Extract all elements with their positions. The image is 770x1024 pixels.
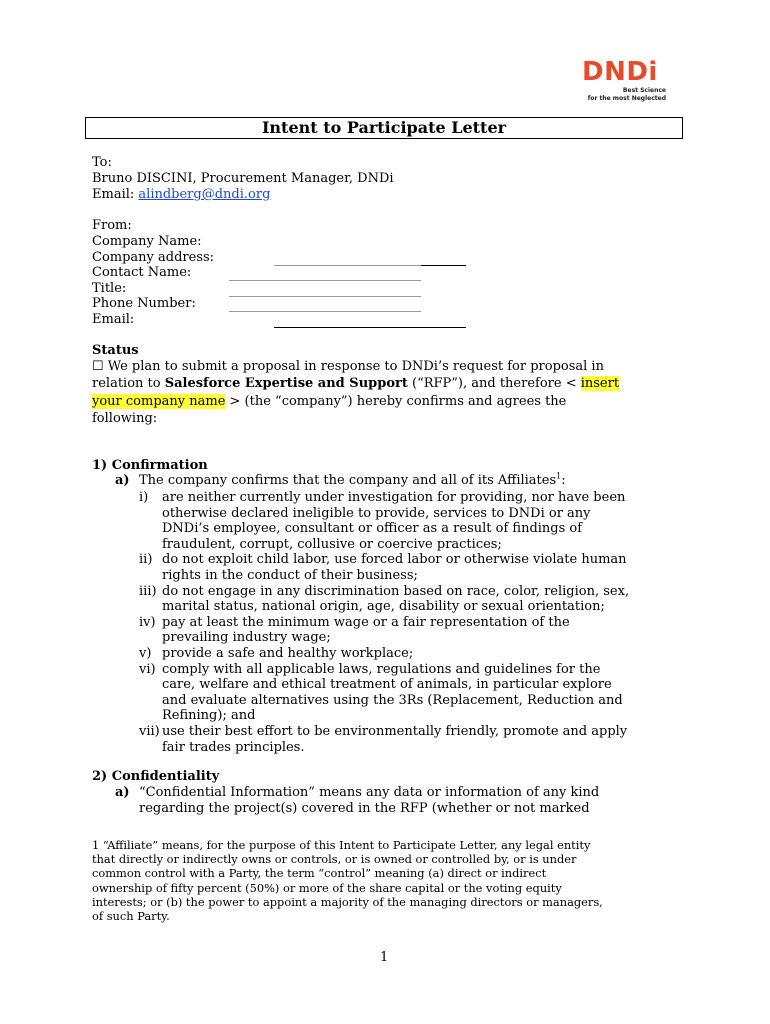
confidentiality-line-1: “Confidential Information” means any data or information of any kind bbox=[139, 785, 600, 800]
contact-name-label: Contact Name: bbox=[92, 265, 192, 280]
confirmation-heading: 1) Confirmation bbox=[92, 458, 208, 473]
phone-line[interactable] bbox=[229, 310, 421, 312]
company-name-label: Company Name: bbox=[92, 234, 202, 249]
footnote-line: that directly or indirectly owns or controls, or is owned or controlled by, or is under bbox=[92, 852, 577, 867]
status-line-3 bbox=[92, 394, 566, 410]
confirmation-item-text: Refining); and bbox=[162, 708, 256, 724]
to-email-label: Email: bbox=[92, 187, 135, 202]
confirmation-item-text: provide a safe and healthy workplace; bbox=[162, 646, 414, 661]
confirmation-item-number: i) bbox=[139, 490, 149, 505]
confirmation-item-text: fraudulent, corrupt, collusive or coercive practices; bbox=[162, 536, 502, 552]
confidentiality-heading: 2) Confidentiality bbox=[92, 769, 220, 784]
footnote-line: 1 “Affiliate” means, for the purpose of this Intent to Participate Letter, any legal entity bbox=[92, 838, 591, 852]
title-line[interactable] bbox=[229, 295, 421, 297]
confirmation-a-colon: : bbox=[561, 473, 566, 488]
email-line[interactable] bbox=[274, 326, 466, 328]
page-number: 1 bbox=[380, 950, 389, 965]
confidentiality-a-label: a) bbox=[115, 785, 130, 800]
to-recipient: Bruno DISCINI, Procurement Manager, DNDi bbox=[92, 171, 394, 186]
confirmation-item-text: do not engage in any discrimination based on race, color, religion, sex, bbox=[162, 583, 630, 599]
to-email-row bbox=[92, 187, 270, 203]
status-line-1: ☐ We plan to submit a proposal in response to DNDi’s request for proposal in bbox=[92, 359, 604, 374]
confirmation-item-number: vii) bbox=[139, 724, 160, 739]
footnote-ref: 1 bbox=[556, 471, 562, 481]
confirmation-a-label: a) bbox=[115, 473, 130, 488]
from-label: From: bbox=[92, 218, 132, 233]
confidentiality-line-2: regarding the project(s) covered in the RFP (whether or not marked bbox=[139, 801, 590, 816]
confirmation-item-text: DNDi’s employee, consultant or officer as a result of findings of bbox=[162, 521, 583, 537]
confirmation-item-text: prevailing industry wage; bbox=[162, 630, 331, 646]
rfp-name: Salesforce Expertise and Support bbox=[164, 376, 408, 391]
email-label: Email: bbox=[92, 312, 135, 327]
logo-tagline-1: Best Science bbox=[622, 87, 666, 94]
confirmation-item-text: comply with all applicable laws, regulations and guidelines for the bbox=[162, 661, 601, 677]
confirmation-item-text: rights in the conduct of their business; bbox=[162, 568, 418, 583]
title-label: Title: bbox=[92, 281, 127, 296]
status-heading: Status bbox=[92, 343, 139, 358]
status-line-4: following: bbox=[92, 411, 158, 426]
confirmation-item-text: care, welfare and ethical treatment of animals, in particular explore bbox=[162, 677, 612, 693]
logo-tagline-2: for the most Neglected bbox=[587, 95, 666, 102]
confirmation-item-text: pay at least the minimum wage or a fair representation of the bbox=[162, 614, 570, 630]
footnote-line: ownership of fifty percent (50%) or more of the share capital or the voting equity bbox=[92, 880, 562, 895]
confirmation-item-text: are neither currently under investigation for providing, nor have been bbox=[162, 490, 626, 505]
confirmation-item-number: ii) bbox=[139, 552, 153, 568]
confirmation-a-body: The company confirms that the company and all of its Affiliates bbox=[139, 473, 557, 488]
confirmation-item-text: use their best effort to be environmentally friendly, promote and apply bbox=[162, 724, 628, 739]
company-address-label: Company address: bbox=[92, 250, 215, 265]
confirmation-item-number: iv) bbox=[139, 614, 156, 630]
document-title: Intent to Participate Letter bbox=[85, 117, 683, 139]
confirmation-item-text: fair trades principles. bbox=[162, 739, 305, 755]
confirmation-item-text: do not exploit child labor, use forced labor or otherwise violate human bbox=[162, 552, 627, 568]
confirmation-item-text: marital status, national origin, age, disability or sexual orientation; bbox=[162, 599, 605, 615]
confirmation-item-text: and evaluate alternatives using the 3Rs (Replacement, Reduction and bbox=[162, 692, 623, 708]
status-text: (“RFP”), and therefore < bbox=[407, 376, 581, 391]
contact-name-line[interactable] bbox=[229, 279, 421, 281]
confirmation-item-number: vi) bbox=[139, 661, 156, 677]
confirmation-a-text bbox=[139, 473, 566, 489]
confirmation-item-number: v) bbox=[139, 646, 152, 661]
to-label: To: bbox=[92, 155, 112, 170]
company-address-line-end bbox=[421, 264, 466, 266]
footnote-line: interests; or (b) the power to appoint a majority of the managing directors or managers, bbox=[92, 894, 603, 909]
status-text: > (the “company”) hereby confirms and agrees the bbox=[225, 394, 567, 409]
dndi-logo bbox=[582, 58, 666, 103]
footnote-line: of such Party. bbox=[92, 909, 170, 923]
confirmation-item-text: otherwise declared ineligible to provide, services to DNDi or any bbox=[162, 505, 591, 521]
to-email-link[interactable]: alindberg@dndi.org bbox=[138, 187, 271, 202]
logo-wordmark: DNDi bbox=[582, 57, 658, 87]
company-address-line[interactable] bbox=[274, 264, 421, 266]
status-line-2 bbox=[92, 376, 619, 392]
placeholder-highlight: your company name bbox=[92, 394, 226, 409]
confirmation-item-number: iii) bbox=[139, 583, 157, 599]
status-text: relation to bbox=[92, 376, 165, 391]
footnote-line: common control with a Party, the term “control” meaning (a) direct or indirect bbox=[92, 866, 547, 881]
phone-label: Phone Number: bbox=[92, 296, 196, 311]
placeholder-highlight: insert bbox=[580, 376, 620, 391]
